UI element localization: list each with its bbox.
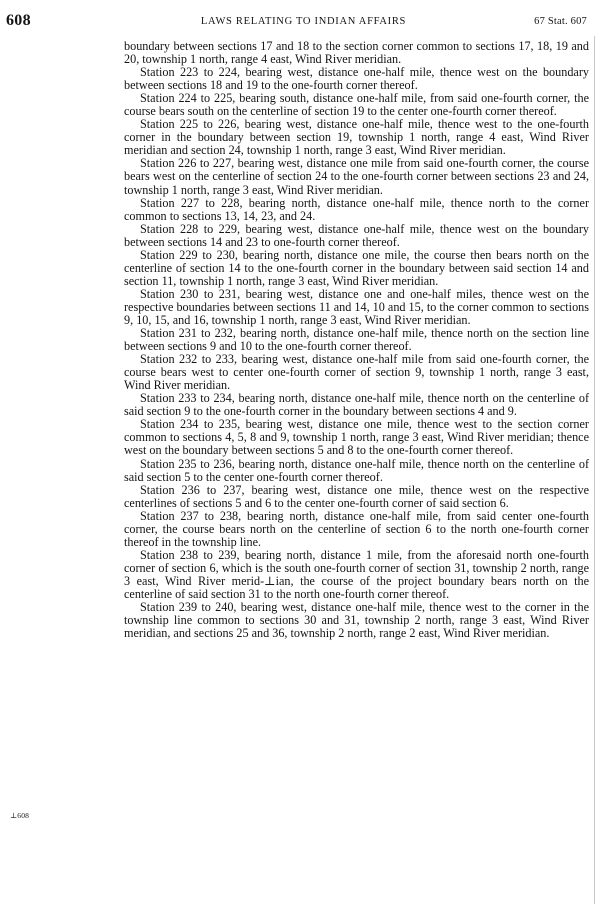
paragraph-station-233: Station 233 to 234, bearing north, distance one-half mile, thence north on the centerline of said section 9 to the one-fourth corner in the boundary between sections 4 and 9. bbox=[124, 391, 589, 419]
paragraph-station-232: Station 232 to 233, bearing west, distance one-half mile from said one-fourth corner, the course bears west to center one-fourth corner of section 9, township 1 north, range 3 east, Wind River meridian. bbox=[124, 352, 589, 393]
paragraph-station-236: Station 236 to 237, bearing west, distance one mile, thence west on the respective centerlines of sections 5 and 6 to the center one-fourth corner of said section 6. bbox=[124, 482, 589, 510]
running-title: LAWS RELATING TO INDIAN AFFAIRS bbox=[200, 16, 407, 27]
paragraph-station-223: Station 223 to 224, bearing west, distance one-half mile, thence west on the boundary between sections 18 and 19 to the one-fourth corner thereof. bbox=[124, 65, 589, 93]
paragraph-station-230: Station 230 to 231, bearing west, distance one and one-half miles, thence west on the respective boundaries between sections 11 and 14, 10 and 15, to the corner common to sections 9, 10, 15, and 16, township 1 north, range 3 east, Wind River meridian. bbox=[124, 286, 589, 327]
paragraph-station-239: Station 239 to 240, bearing west, distance one-half mile, thence west to the corner in the township line common to sections 30 and 31, township 2 north, range 3 east, Wind River meridian, and sections 25 and 36, township 2 north, range 2 east, Wind River meridian. bbox=[124, 600, 589, 641]
paragraph-station-224: Station 224 to 225, bearing south, distance one-half mile, from said one-fourth corner, the course bears south on the centerline of section 19 to the center one-fourth corner thereof. bbox=[124, 91, 589, 119]
page-edge-rule bbox=[594, 36, 595, 904]
paragraph-station-238: Station 238 to 239, bearing north, distance 1 mile, from the aforesaid north one-fourth corner of section 6, which is the south one-fourth corner of section 31, township 2 north, range 3 east, Wind River merid-⊥ian, the course of the project boundary bears north on the centerline of said section 31 to the north one-fourth corner thereof. bbox=[124, 547, 589, 601]
paragraph-station-229: Station 229 to 230, bearing north, distance one mile, the course then bears north on the centerline of section 14 to the one-fourth corner in the boundary between said section 14 and section 11, township 1 north, range 3 east, Wind River meridian. bbox=[124, 247, 589, 288]
paragraph-station-227: Station 227 to 228, bearing north, distance one-half mile, thence north to the corner common to sections 13, 14, 23, and 24. bbox=[124, 195, 589, 223]
paragraph-station-231: Station 231 to 232, bearing north, distance one-half mile, thence north on the section line between sections 9 and 10 to the one-fourth corner thereof. bbox=[124, 326, 589, 354]
paragraph-station-235: Station 235 to 236, bearing north, distance one-half mile, thence north on the centerline of said section 5 to the center one-fourth corner thereof. bbox=[124, 456, 589, 484]
paragraph-station-234: Station 234 to 235, bearing west, distance one mile, thence west to the section corner common to sections 4, 5, 8 and 9, township 1 north, range 3 east, Wind River meridian; thence west on the boundary between sections 5 and 8 to the one-fourth corner thereof. bbox=[124, 417, 589, 458]
paragraph-station-228: Station 228 to 229, bearing west, distance one-half mile, thence west on the boundary between sections 14 and 23 to one-fourth corner thereof. bbox=[124, 221, 589, 249]
page-number: 608 bbox=[6, 12, 31, 29]
statute-citation: 67 Stat. 607 bbox=[534, 16, 587, 27]
body-text bbox=[124, 40, 589, 640]
paragraph-continuation: boundary between sections 17 and 18 to the section corner common to sections 17, 18, 19 and 20, township 1 north, range 4 east, Wind River meridian. bbox=[124, 39, 589, 67]
paragraph-station-226: Station 226 to 227, bearing west, distance one mile from said one-fourth corner, the course bears west on the centerline of section 24 to the one-fourth corner between sections 23 and 24, township 1 north, range 3 east, Wind River meridian. bbox=[124, 156, 589, 197]
paragraph-station-237: Station 237 to 238, bearing north, distance one-half mile, from said center one-fourth corner, the course bears north on the centerline of section 6 to the north one-fourth corner thereof in the township line. bbox=[124, 508, 589, 549]
margin-note: ⊥608 bbox=[10, 811, 30, 820]
paragraph-station-225: Station 225 to 226, bearing west, distance one-half mile, thence west to the one-fourth corner in the boundary between section 19, township 1 north, range 4 east, Wind River meridian and section 24, township 1 north, range 3 east, Wind River meridian. bbox=[124, 117, 589, 158]
